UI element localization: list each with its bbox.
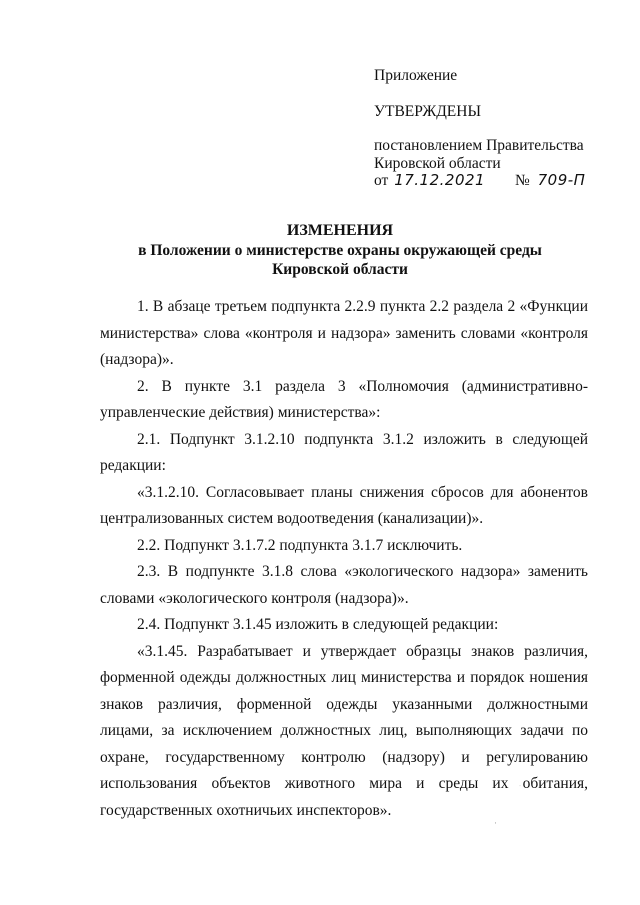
paragraph-2-1-quote: «3.1.2.10. Согласовывает планы снижения сбросов для абонентов централизованных систем водоотведения (канализации)». <box>100 483 588 527</box>
appendix-label: Приложение <box>374 67 458 84</box>
number-value: 709-П <box>537 171 586 189</box>
approved-label: УТВЕРЖДЕНЫ <box>374 103 481 120</box>
decree-line-1: постановлением Правительства <box>374 137 584 154</box>
paragraph-2-2: 2.2. Подпункт 3.1.7.2 подпункта 3.1.7 исключить. <box>137 536 463 554</box>
paragraph-2: 2. В пункте 3.1 раздела 3 «Полномочия (административно-управленческие действия) министерства»: <box>100 377 588 421</box>
paragraph-2-4: 2.4. Подпункт 3.1.45 изложить в следующей редакции: <box>137 616 499 633</box>
paragraph-2-3: 2.3. В подпункте 3.1.8 слова «экологического надзора» заменить словами «экологического контроля (надзора)». <box>100 563 588 607</box>
paragraph-2-4-quote: «3.1.45. Разрабатывает и утверждает образцы знаков различия, форменной одежды должностных лиц министерства и порядок ношения знаков различия, форменной одежды указанными должностными лицами, за исключением должностных лиц, выполняющих задачи по охране, государственному контролю (надзору) и регулированию использования объектов животного мира и среды их обитания, государственных охотничьих инспекторов». <box>100 642 588 819</box>
decree-line-2: Кировской области <box>374 155 501 172</box>
document-heading: ИЗМЕНЕНИЯ <box>286 222 394 239</box>
document-body <box>100 294 588 824</box>
number-prefix: № <box>514 172 530 189</box>
scan-speck: · <box>494 818 497 828</box>
document-subtitle-line-2: Кировской области <box>272 261 408 278</box>
paragraph-1: 1. В абзаце третьем подпункта 2.2.9 пункта 2.2 раздела 2 «Функции министерства» слова «контроля и надзора» заменить словами «контроля (надзора)». <box>100 298 588 368</box>
date-prefix: от <box>374 172 389 189</box>
document-subtitle-line-1: в Положении о министерстве охраны окружающей среды <box>138 242 542 259</box>
paragraph-2-1: 2.1. Подпункт 3.1.2.10 подпункта 3.1.2 изложить в следующей редакции: <box>100 430 588 474</box>
date-value: 17.12.2021 <box>394 171 486 189</box>
decree-date-number <box>374 171 585 190</box>
